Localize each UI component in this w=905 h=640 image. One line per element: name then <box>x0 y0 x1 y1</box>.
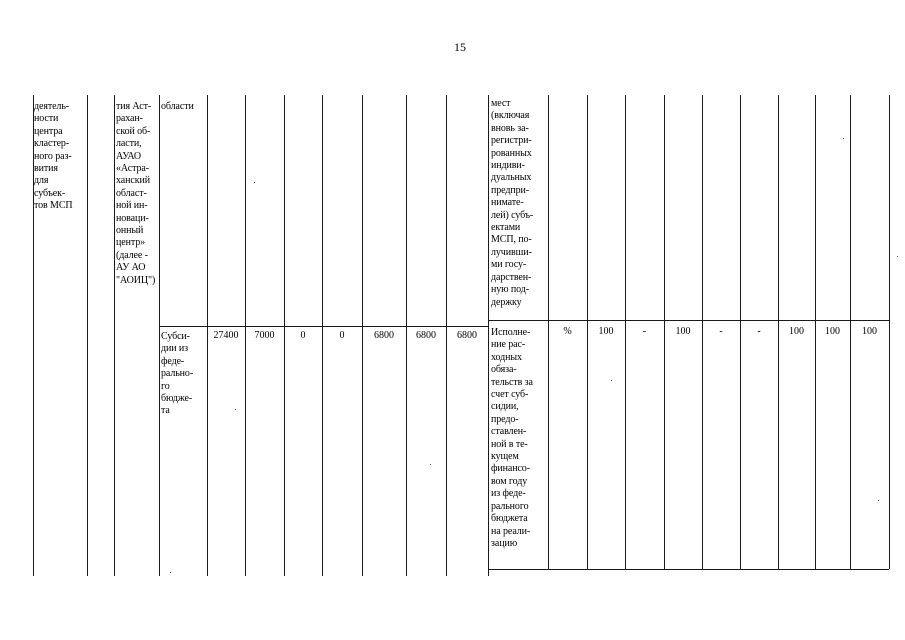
table-border <box>114 95 115 576</box>
scan-speck <box>170 572 171 573</box>
scan-speck <box>254 182 255 183</box>
scan-speck <box>897 256 898 257</box>
indicator-year-value: 100 <box>825 326 840 337</box>
unit-cell: % <box>563 326 572 337</box>
page-number: 15 <box>454 40 466 54</box>
row-divider <box>488 320 889 321</box>
funding-year-value: 6800 <box>374 330 394 341</box>
table-bottom-border <box>488 569 889 570</box>
indicator-year-value: - <box>757 326 761 337</box>
indicator-year-value: - <box>719 326 723 337</box>
indicator-year-value: - <box>642 326 647 337</box>
indicator-cell: мест (включая вновь за- регистри- рованных индиви- дуальных предпри- нимате- лей) субъ- ектами МСП, по- лучивши- ми госу- дарствен- ную под- держку <box>491 98 534 308</box>
executor-cell: тия Аст- рахан- ской об- ласти, АУАО «Астра- ханский област- ной ин- новаци- онный центр» (далее - АУ АО "АОИЦ") <box>116 101 156 286</box>
row-divider <box>159 326 488 327</box>
table-border <box>87 95 88 576</box>
funding-year-value: 6800 <box>457 330 477 341</box>
table-border <box>159 95 160 576</box>
funding-year-value: 6800 <box>416 330 436 341</box>
scan-speck <box>430 464 431 465</box>
funding-year-value: 7000 <box>254 330 275 341</box>
indicator-cell: Исполне- ние рас- ходных обяза- тельств за счет суб- сидии, предо- ставлен- ной в те- кущем финансо- вом году из феде- рального бюджета на реали- зацию <box>491 327 533 549</box>
indicator-year-value: 100 <box>862 326 877 337</box>
indicator-year-value: 100 <box>789 326 804 337</box>
funding-source-cell: области <box>161 101 194 112</box>
funding-source-cell: Субси- дии из феде- рально- го бюдже- та <box>161 331 194 417</box>
scan-speck <box>235 409 236 410</box>
activity-cell: деятель- ности центра кластер- ного раз- вития для субъек- тов МСП <box>34 101 73 212</box>
table-border <box>488 95 489 576</box>
table-border <box>889 95 890 569</box>
funding-year-value: 0 <box>300 330 306 341</box>
funding-total-value: 27400 <box>213 330 239 341</box>
scan-speck <box>843 138 844 139</box>
indicator-year-value: 100 <box>598 326 614 337</box>
scan-speck <box>878 500 879 501</box>
funding-year-value: 0 <box>339 330 345 341</box>
scan-speck <box>611 380 612 381</box>
indicator-year-value: 100 <box>675 326 691 337</box>
